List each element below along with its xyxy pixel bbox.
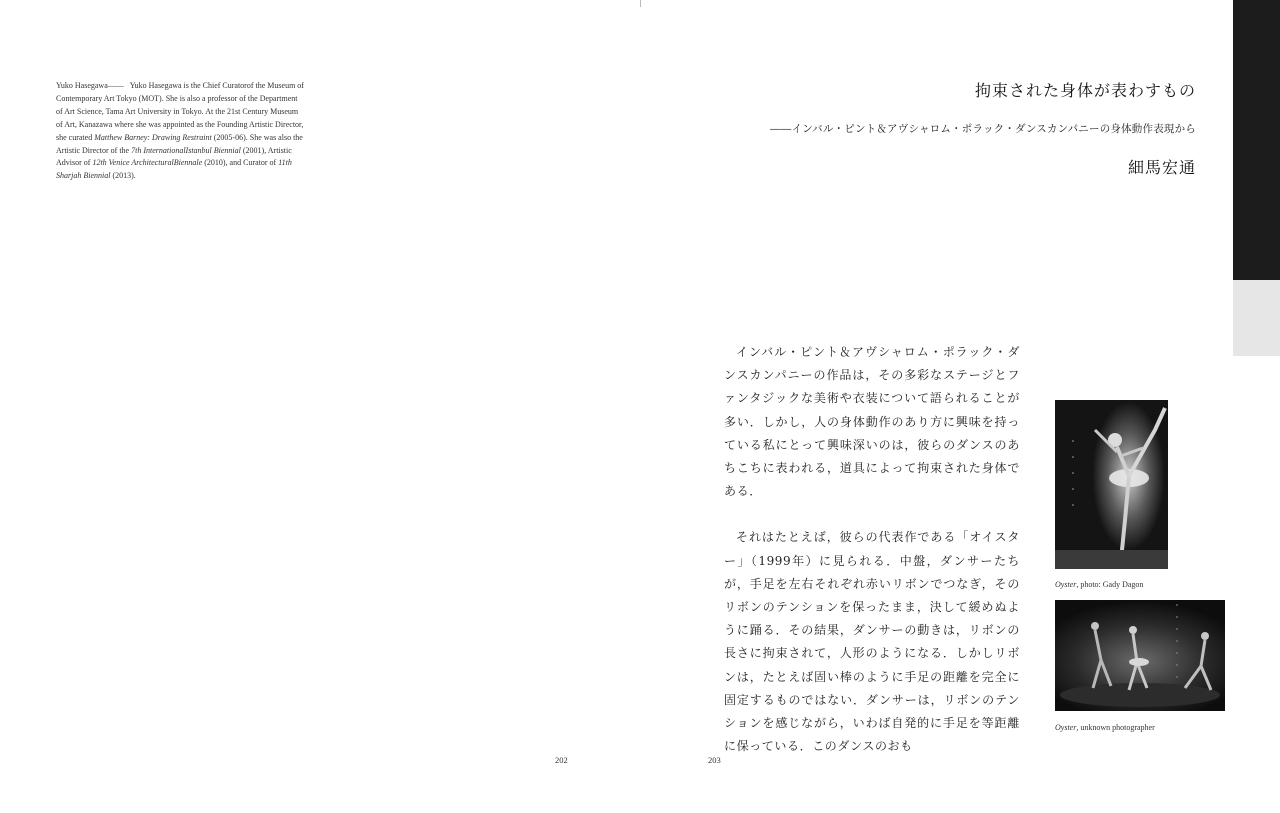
photo-caption-2 — [1055, 723, 1155, 732]
bio-text: Yuko Hasegawa is the Chief Curatorof the Museum of Contemporary Art Tokyo (MOT). She is also a professor of the Department of Art Science, Tama Art University in Tokyo. At the 21st Century Museum of Art, Kanazawa where she was appointed as the Founding Artistic Director, she curated — [56, 81, 304, 142]
article-body — [724, 341, 1020, 758]
bio-work-title: 7th InternationalIstanbul Biennial — [131, 145, 241, 155]
caption-credit: , photo: Gady Dagon — [1076, 580, 1144, 589]
article-title: 拘束された身体が表わすもの — [974, 81, 1196, 100]
bio-text: (2005-06). She was also the Artistic Director of the — [56, 132, 303, 155]
crop-mark — [640, 0, 641, 7]
article-subtitle: ――インバル・ピント＆アヴシャロム・ポラック・ダンスカンパニーの身体動作表現から — [770, 123, 1196, 135]
page-number-right: 203 — [708, 755, 721, 765]
body-paragraph: インバル・ピント＆アヴシャロム・ポラック・ダンスカンパニーの作品は，その多彩なステージとファンタジックな美術や衣装について語られることが多い．しかし，人の身体動作のあり方に興味を持っている私にとって興味深いのは，彼らのダンスのあちこちに表われる，道具によって拘束された身体である． — [724, 345, 1020, 499]
bio-work-title: 11th Sharjah Biennial — [56, 158, 292, 181]
body-paragraph: それはたとえば，彼らの代表作である「オイスター」（1999年）に見られる．中盤，ダンサーたちが，手足を左右それぞれ赤いリボンでつなぎ，そのリボンのテンションを保ったまま，決して緩めぬように踊る．その結果，ダンサーの動きは，リボンの長さに拘束されて，人形のようになる．しかしリボンは，たとえば固い棒のように手足の距離を完全に固定するものではない．ダンサーは，リボンのテンションを感じながら，いわば自発的に手足を等距離に保っている．このダンスのおも — [724, 530, 1020, 754]
article-author: 細馬宏通 — [1127, 158, 1196, 177]
dancer-silhouette-image — [1055, 400, 1168, 569]
page-number-left: 202 — [555, 755, 568, 765]
photo-caption-1 — [1055, 580, 1143, 589]
edge-tab-light — [1233, 280, 1280, 356]
author-bio — [56, 80, 304, 183]
dancer-photo-1 — [1055, 400, 1168, 569]
bio-work-title: 12th Venice ArchitecturalBiennale — [92, 158, 203, 168]
caption-credit: , unknown photographer — [1076, 723, 1155, 732]
bio-text: (2010), and Curator of — [202, 158, 279, 168]
bio-name: Yuko Hasegawa―― — [56, 81, 124, 90]
bio-text: (2001), Artistic Advisor of — [56, 145, 292, 168]
caption-work-title: Oyster — [1055, 580, 1077, 589]
dancers-group-image — [1055, 600, 1225, 711]
dancer-photo-2 — [1055, 600, 1225, 711]
bio-text: (2013). — [110, 171, 136, 181]
caption-work-title: Oyster — [1055, 723, 1077, 732]
bio-work-title: Matthew Barney: Drawing Restraint — [94, 132, 212, 142]
edge-tab-dark — [1233, 0, 1280, 280]
